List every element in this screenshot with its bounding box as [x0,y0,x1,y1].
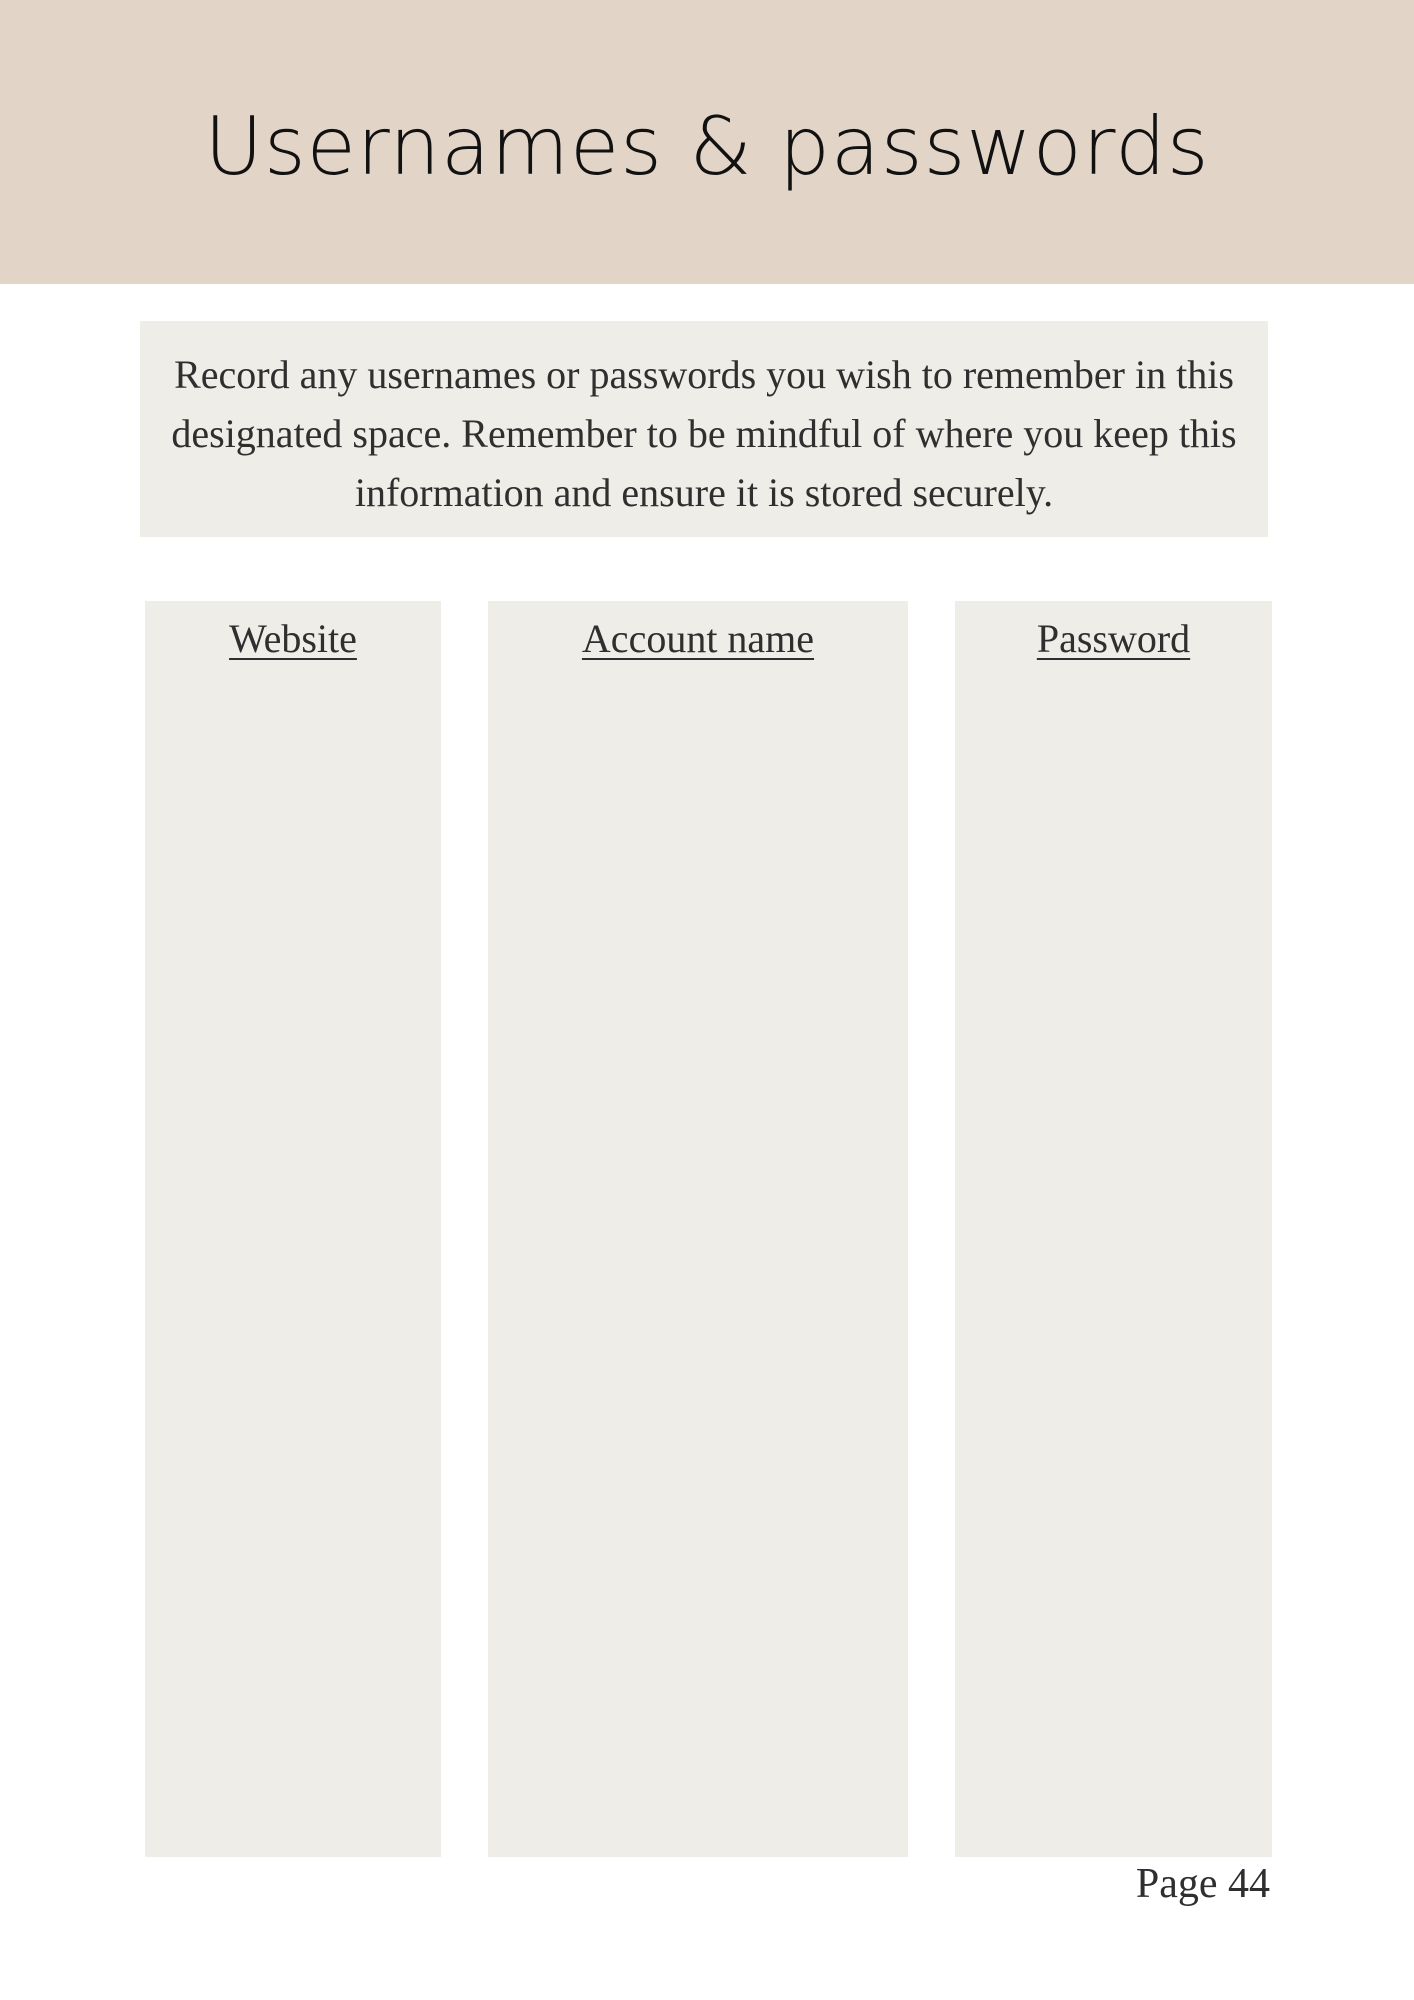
password-column[interactable] [955,601,1272,1857]
intro-text: Record any usernames or passwords you wish to remember in this designated space. Remember to be mindful of where you keep this information and ensure it is stored securely. [171,352,1237,515]
website-column-header: Website [229,616,357,661]
header-band [0,0,1414,284]
account-name-column[interactable] [488,601,908,1857]
account-name-column-header: Account name [581,616,815,661]
website-column[interactable] [145,601,441,1857]
page-number: Page 44 [1135,1861,1270,1907]
intro-box [140,321,1268,537]
password-column-header: Password [1036,616,1191,661]
page-title: Usernames & passwords [204,100,1210,193]
